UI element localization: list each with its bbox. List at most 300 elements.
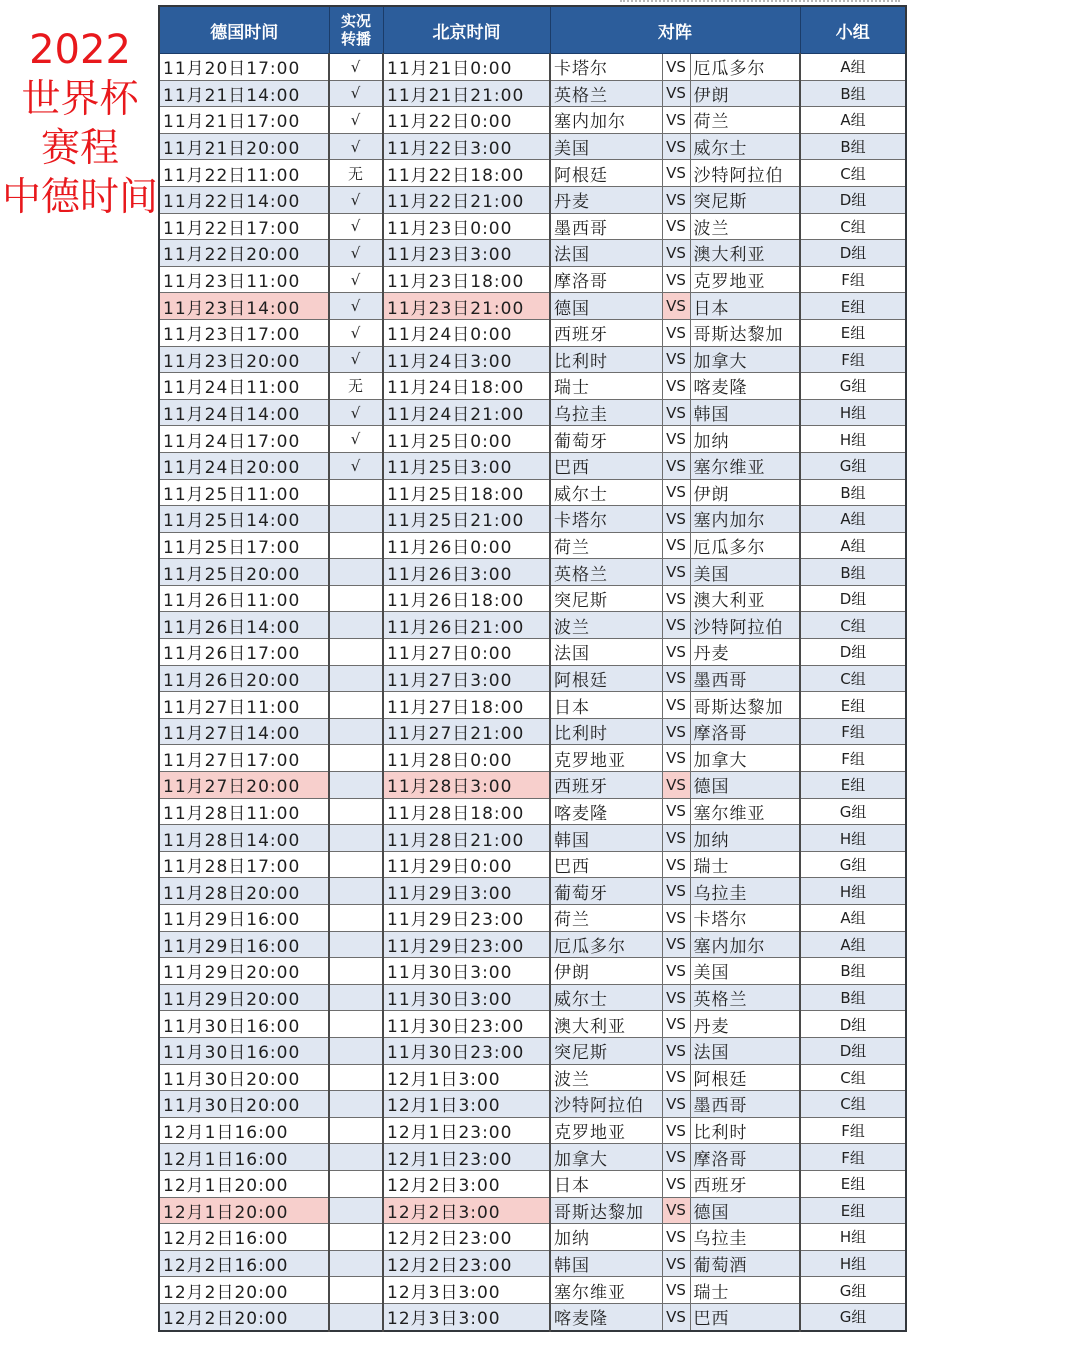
group-cell: E组 [800, 692, 906, 719]
live-broadcast-cell [329, 718, 383, 745]
table-row [159, 825, 906, 852]
vs-cell: VS [662, 772, 690, 799]
vs-cell: VS [662, 506, 690, 533]
home-team-cell: 葡萄牙 [550, 878, 662, 905]
beijing-time-cell: 11月26日21:00 [383, 612, 550, 639]
vs-cell: VS [662, 160, 690, 187]
vs-cell: VS [662, 133, 690, 160]
beijing-time-cell: 11月29日23:00 [383, 905, 550, 932]
table-row [159, 1144, 906, 1171]
away-team-cell: 瑞士 [690, 851, 800, 878]
germany-time-cell: 11月28日20:00 [159, 878, 329, 905]
group-cell: D组 [800, 1011, 906, 1038]
table-row [159, 80, 906, 107]
germany-time-cell: 11月27日17:00 [159, 745, 329, 772]
vs-cell: VS [662, 958, 690, 985]
away-team-cell: 加拿大 [690, 346, 800, 373]
home-team-cell: 突尼斯 [550, 585, 662, 612]
group-cell: B组 [800, 80, 906, 107]
table-row [159, 559, 906, 586]
beijing-time-cell: 11月29日3:00 [383, 878, 550, 905]
away-team-cell: 法国 [690, 1037, 800, 1064]
beijing-time-cell: 12月3日3:00 [383, 1303, 550, 1330]
table-row [159, 186, 906, 213]
germany-time-cell: 11月23日20:00 [159, 346, 329, 373]
table-row [159, 1011, 906, 1038]
group-cell: F组 [800, 346, 906, 373]
beijing-time-cell: 12月2日23:00 [383, 1224, 550, 1251]
live-broadcast-cell [329, 772, 383, 799]
group-cell: D组 [800, 240, 906, 267]
home-team-cell: 哥斯达黎加 [550, 1197, 662, 1224]
away-team-cell: 乌拉圭 [690, 1224, 800, 1251]
group-cell: B组 [800, 133, 906, 160]
beijing-time-cell: 11月23日21:00 [383, 293, 550, 320]
live-broadcast-cell [329, 1037, 383, 1064]
live-broadcast-cell [329, 851, 383, 878]
group-cell: A组 [800, 931, 906, 958]
group-cell: H组 [800, 1224, 906, 1251]
live-broadcast-cell [329, 931, 383, 958]
away-team-cell: 澳大利亚 [690, 240, 800, 267]
live-broadcast-cell [329, 559, 383, 586]
live-broadcast-cell [329, 1091, 383, 1118]
table-row [159, 293, 906, 320]
germany-time-cell: 11月24日17:00 [159, 426, 329, 453]
away-team-cell: 巴西 [690, 1303, 800, 1330]
live-broadcast-cell [329, 1303, 383, 1330]
title-timezones: 中德时间 [1, 175, 158, 220]
away-team-cell: 塞尔维亚 [690, 798, 800, 825]
vs-cell: VS [662, 984, 690, 1011]
live-broadcast-cell [329, 1197, 383, 1224]
germany-time-cell: 11月26日20:00 [159, 665, 329, 692]
germany-time-cell: 11月28日17:00 [159, 851, 329, 878]
germany-time-cell: 11月28日11:00 [159, 798, 329, 825]
table-row [159, 399, 906, 426]
group-cell: A组 [800, 107, 906, 134]
away-team-cell: 墨西哥 [690, 1091, 800, 1118]
group-cell: C组 [800, 665, 906, 692]
live-broadcast-cell [329, 745, 383, 772]
table-row [159, 905, 906, 932]
germany-time-cell: 11月26日14:00 [159, 612, 329, 639]
home-team-cell: 巴西 [550, 851, 662, 878]
away-team-cell: 荷兰 [690, 107, 800, 134]
vs-cell: VS [662, 1303, 690, 1330]
away-team-cell: 沙特阿拉伯 [690, 612, 800, 639]
germany-time-cell: 11月23日14:00 [159, 293, 329, 320]
home-team-cell: 乌拉圭 [550, 399, 662, 426]
group-cell: A组 [800, 532, 906, 559]
header-live-line2: 转播 [340, 30, 371, 48]
away-team-cell: 丹麦 [690, 639, 800, 666]
beijing-time-cell: 11月22日0:00 [383, 107, 550, 134]
away-team-cell: 摩洛哥 [690, 718, 800, 745]
live-broadcast-cell: √ [329, 213, 383, 240]
germany-time-cell: 11月24日20:00 [159, 452, 329, 479]
home-team-cell: 丹麦 [550, 186, 662, 213]
germany-time-cell: 11月30日16:00 [159, 1011, 329, 1038]
vs-cell: VS [662, 798, 690, 825]
table-row [159, 426, 906, 453]
live-broadcast-cell [329, 1144, 383, 1171]
germany-time-cell: 11月30日20:00 [159, 1064, 329, 1091]
beijing-time-cell: 11月22日21:00 [383, 186, 550, 213]
germany-time-cell: 11月29日20:00 [159, 984, 329, 1011]
home-team-cell: 比利时 [550, 346, 662, 373]
live-broadcast-cell [329, 1064, 383, 1091]
home-team-cell: 日本 [550, 692, 662, 719]
vs-cell: VS [662, 479, 690, 506]
beijing-time-cell: 11月26日0:00 [383, 532, 550, 559]
group-cell: G组 [800, 452, 906, 479]
vs-cell: VS [662, 399, 690, 426]
germany-time-cell: 11月26日17:00 [159, 639, 329, 666]
live-broadcast-cell: √ [329, 319, 383, 346]
table-row [159, 107, 906, 134]
title-event: 世界杯 [21, 77, 139, 122]
home-team-cell: 卡塔尔 [550, 54, 662, 81]
live-broadcast-cell: √ [329, 107, 383, 134]
away-team-cell: 德国 [690, 772, 800, 799]
beijing-time-cell: 11月23日0:00 [383, 213, 550, 240]
table-row [159, 612, 906, 639]
live-broadcast-cell [329, 612, 383, 639]
home-team-cell: 克罗地亚 [550, 745, 662, 772]
away-team-cell: 塞尔维亚 [690, 452, 800, 479]
germany-time-cell: 12月2日20:00 [159, 1303, 329, 1330]
table-row [159, 958, 906, 985]
header-group: 小组 [800, 6, 906, 54]
group-cell: C组 [800, 1064, 906, 1091]
group-cell: F组 [800, 1117, 906, 1144]
header-germany-time: 德国时间 [159, 6, 329, 54]
group-cell: E组 [800, 293, 906, 320]
table-row [159, 532, 906, 559]
away-team-cell: 摩洛哥 [690, 1144, 800, 1171]
beijing-time-cell: 11月22日3:00 [383, 133, 550, 160]
home-team-cell: 瑞士 [550, 373, 662, 400]
home-team-cell: 比利时 [550, 718, 662, 745]
vs-cell: VS [662, 718, 690, 745]
table-row [159, 745, 906, 772]
beijing-time-cell: 11月27日3:00 [383, 665, 550, 692]
germany-time-cell: 11月22日20:00 [159, 240, 329, 267]
live-broadcast-cell: √ [329, 399, 383, 426]
away-team-cell: 喀麦隆 [690, 373, 800, 400]
away-team-cell: 伊朗 [690, 80, 800, 107]
beijing-time-cell: 12月3日3:00 [383, 1277, 550, 1304]
germany-time-cell: 12月2日20:00 [159, 1277, 329, 1304]
group-cell: C组 [800, 1091, 906, 1118]
group-cell: B组 [800, 984, 906, 1011]
group-cell: E组 [800, 319, 906, 346]
vs-cell: VS [662, 931, 690, 958]
germany-time-cell: 11月24日14:00 [159, 399, 329, 426]
vs-cell: VS [662, 1144, 690, 1171]
live-broadcast-cell [329, 1277, 383, 1304]
vs-cell: VS [662, 878, 690, 905]
beijing-time-cell: 11月27日21:00 [383, 718, 550, 745]
home-team-cell: 葡萄牙 [550, 426, 662, 453]
group-cell: E组 [800, 1170, 906, 1197]
live-broadcast-cell: √ [329, 452, 383, 479]
table-row [159, 1170, 906, 1197]
group-cell: H组 [800, 426, 906, 453]
table-row [159, 1091, 906, 1118]
away-team-cell: 克罗地亚 [690, 266, 800, 293]
germany-time-cell: 11月25日17:00 [159, 532, 329, 559]
table-row [159, 266, 906, 293]
table-row [159, 1303, 906, 1330]
away-team-cell: 加拿大 [690, 745, 800, 772]
germany-time-cell: 12月2日16:00 [159, 1250, 329, 1277]
live-broadcast-cell [329, 532, 383, 559]
home-team-cell: 西班牙 [550, 319, 662, 346]
poster-title [0, 26, 160, 222]
table-row [159, 798, 906, 825]
header-beijing-time: 北京时间 [383, 6, 550, 54]
group-cell: E组 [800, 1197, 906, 1224]
home-team-cell: 加纳 [550, 1224, 662, 1251]
table-row [159, 639, 906, 666]
home-team-cell: 巴西 [550, 452, 662, 479]
vs-cell: VS [662, 585, 690, 612]
home-team-cell: 日本 [550, 1170, 662, 1197]
table-row [159, 452, 906, 479]
away-team-cell: 塞内加尔 [690, 931, 800, 958]
group-cell: B组 [800, 479, 906, 506]
group-cell: A组 [800, 905, 906, 932]
away-team-cell: 阿根廷 [690, 1064, 800, 1091]
away-team-cell: 哥斯达黎加 [690, 692, 800, 719]
group-cell: H组 [800, 825, 906, 852]
away-team-cell: 墨西哥 [690, 665, 800, 692]
group-cell: D组 [800, 1037, 906, 1064]
beijing-time-cell: 11月30日3:00 [383, 984, 550, 1011]
table-row [159, 373, 906, 400]
live-broadcast-cell [329, 1250, 383, 1277]
table-row [159, 878, 906, 905]
live-broadcast-cell: √ [329, 133, 383, 160]
away-team-cell: 丹麦 [690, 1011, 800, 1038]
group-cell: F组 [800, 1144, 906, 1171]
germany-time-cell: 11月24日11:00 [159, 373, 329, 400]
away-team-cell: 乌拉圭 [690, 878, 800, 905]
germany-time-cell: 11月22日17:00 [159, 213, 329, 240]
germany-time-cell: 11月23日11:00 [159, 266, 329, 293]
home-team-cell: 荷兰 [550, 905, 662, 932]
away-team-cell: 加纳 [690, 426, 800, 453]
live-broadcast-cell [329, 639, 383, 666]
beijing-time-cell: 11月25日3:00 [383, 452, 550, 479]
live-broadcast-cell [329, 878, 383, 905]
vs-cell: VS [662, 1117, 690, 1144]
home-team-cell: 伊朗 [550, 958, 662, 985]
live-broadcast-cell [329, 1011, 383, 1038]
home-team-cell: 沙特阿拉伯 [550, 1091, 662, 1118]
germany-time-cell: 11月22日14:00 [159, 186, 329, 213]
table-row [159, 1117, 906, 1144]
group-cell: H组 [800, 1250, 906, 1277]
live-broadcast-cell [329, 984, 383, 1011]
header-matchup: 对阵 [550, 6, 800, 54]
table-row [159, 160, 906, 187]
table-row [159, 585, 906, 612]
vs-cell: VS [662, 905, 690, 932]
vs-cell: VS [662, 1064, 690, 1091]
vs-cell: VS [662, 426, 690, 453]
beijing-time-cell: 11月24日18:00 [383, 373, 550, 400]
home-team-cell: 西班牙 [550, 772, 662, 799]
beijing-time-cell: 11月27日18:00 [383, 692, 550, 719]
germany-time-cell: 11月26日11:00 [159, 585, 329, 612]
group-cell: C组 [800, 160, 906, 187]
beijing-time-cell: 11月24日3:00 [383, 346, 550, 373]
live-broadcast-cell [329, 905, 383, 932]
away-team-cell: 西班牙 [690, 1170, 800, 1197]
table-row [159, 1224, 906, 1251]
away-team-cell: 韩国 [690, 399, 800, 426]
home-team-cell: 塞尔维亚 [550, 1277, 662, 1304]
home-team-cell: 喀麦隆 [550, 1303, 662, 1330]
home-team-cell: 阿根廷 [550, 665, 662, 692]
group-cell: H组 [800, 399, 906, 426]
home-team-cell: 卡塔尔 [550, 506, 662, 533]
live-broadcast-cell: √ [329, 293, 383, 320]
beijing-time-cell: 11月23日18:00 [383, 266, 550, 293]
live-broadcast-cell: √ [329, 186, 383, 213]
group-cell: F组 [800, 266, 906, 293]
beijing-time-cell: 11月27日0:00 [383, 639, 550, 666]
vs-cell: VS [662, 639, 690, 666]
vs-cell: VS [662, 373, 690, 400]
table-row [159, 479, 906, 506]
vs-cell: VS [662, 825, 690, 852]
table-row [159, 665, 906, 692]
live-broadcast-cell [329, 1170, 383, 1197]
vs-cell: VS [662, 240, 690, 267]
away-team-cell: 卡塔尔 [690, 905, 800, 932]
live-broadcast-cell [329, 798, 383, 825]
away-team-cell: 德国 [690, 1197, 800, 1224]
live-broadcast-cell [329, 585, 383, 612]
away-team-cell: 美国 [690, 559, 800, 586]
vs-cell: VS [662, 1091, 690, 1118]
away-team-cell: 塞内加尔 [690, 506, 800, 533]
germany-time-cell: 12月1日16:00 [159, 1144, 329, 1171]
vs-cell: VS [662, 532, 690, 559]
germany-time-cell: 12月1日20:00 [159, 1197, 329, 1224]
beijing-time-cell: 12月1日23:00 [383, 1117, 550, 1144]
away-team-cell: 突尼斯 [690, 186, 800, 213]
group-cell: D组 [800, 186, 906, 213]
away-team-cell: 威尔士 [690, 133, 800, 160]
vs-cell: VS [662, 665, 690, 692]
germany-time-cell: 12月1日20:00 [159, 1170, 329, 1197]
home-team-cell: 加拿大 [550, 1144, 662, 1171]
home-team-cell: 摩洛哥 [550, 266, 662, 293]
beijing-time-cell: 11月24日21:00 [383, 399, 550, 426]
germany-time-cell: 11月27日11:00 [159, 692, 329, 719]
vs-cell: VS [662, 186, 690, 213]
beijing-time-cell: 11月28日3:00 [383, 772, 550, 799]
germany-time-cell: 11月29日20:00 [159, 958, 329, 985]
germany-time-cell: 11月25日20:00 [159, 559, 329, 586]
group-cell: B组 [800, 559, 906, 586]
beijing-time-cell: 12月1日3:00 [383, 1091, 550, 1118]
germany-time-cell: 11月30日20:00 [159, 1091, 329, 1118]
home-team-cell: 澳大利亚 [550, 1011, 662, 1038]
vs-cell: VS [662, 851, 690, 878]
home-team-cell: 德国 [550, 293, 662, 320]
live-broadcast-cell: √ [329, 346, 383, 373]
germany-time-cell: 11月27日20:00 [159, 772, 329, 799]
group-cell: E组 [800, 772, 906, 799]
away-team-cell: 加纳 [690, 825, 800, 852]
table-row [159, 54, 906, 81]
home-team-cell: 克罗地亚 [550, 1117, 662, 1144]
germany-time-cell: 11月28日14:00 [159, 825, 329, 852]
table-row [159, 213, 906, 240]
away-team-cell: 英格兰 [690, 984, 800, 1011]
beijing-time-cell: 11月30日23:00 [383, 1011, 550, 1038]
group-cell: C组 [800, 213, 906, 240]
group-cell: D组 [800, 639, 906, 666]
table-row [159, 718, 906, 745]
table-row [159, 1197, 906, 1224]
germany-time-cell: 12月1日16:00 [159, 1117, 329, 1144]
away-team-cell: 厄瓜多尔 [690, 532, 800, 559]
home-team-cell: 美国 [550, 133, 662, 160]
table-row [159, 133, 906, 160]
germany-time-cell: 12月2日16:00 [159, 1224, 329, 1251]
vs-cell: VS [662, 107, 690, 134]
live-broadcast-cell: √ [329, 240, 383, 267]
home-team-cell: 法国 [550, 639, 662, 666]
beijing-time-cell: 11月26日18:00 [383, 585, 550, 612]
live-broadcast-cell [329, 479, 383, 506]
beijing-time-cell: 11月28日0:00 [383, 745, 550, 772]
beijing-time-cell: 11月22日18:00 [383, 160, 550, 187]
title-year: 2022 [29, 27, 131, 73]
away-team-cell: 澳大利亚 [690, 585, 800, 612]
home-team-cell: 威尔士 [550, 479, 662, 506]
home-team-cell: 法国 [550, 240, 662, 267]
live-broadcast-cell [329, 958, 383, 985]
table-row [159, 1037, 906, 1064]
germany-time-cell: 11月29日16:00 [159, 931, 329, 958]
away-team-cell: 沙特阿拉伯 [690, 160, 800, 187]
germany-time-cell: 11月27日14:00 [159, 718, 329, 745]
group-cell: H组 [800, 878, 906, 905]
live-broadcast-cell: 无 [329, 160, 383, 187]
beijing-time-cell: 12月2日23:00 [383, 1250, 550, 1277]
home-team-cell: 英格兰 [550, 559, 662, 586]
live-broadcast-cell: √ [329, 54, 383, 81]
table-row [159, 506, 906, 533]
beijing-time-cell: 12月1日23:00 [383, 1144, 550, 1171]
live-broadcast-cell: √ [329, 266, 383, 293]
home-team-cell: 荷兰 [550, 532, 662, 559]
away-team-cell: 哥斯达黎加 [690, 319, 800, 346]
group-cell: A组 [800, 54, 906, 81]
vs-cell: VS [662, 612, 690, 639]
vs-cell: VS [662, 266, 690, 293]
away-team-cell: 波兰 [690, 213, 800, 240]
home-team-cell: 韩国 [550, 825, 662, 852]
